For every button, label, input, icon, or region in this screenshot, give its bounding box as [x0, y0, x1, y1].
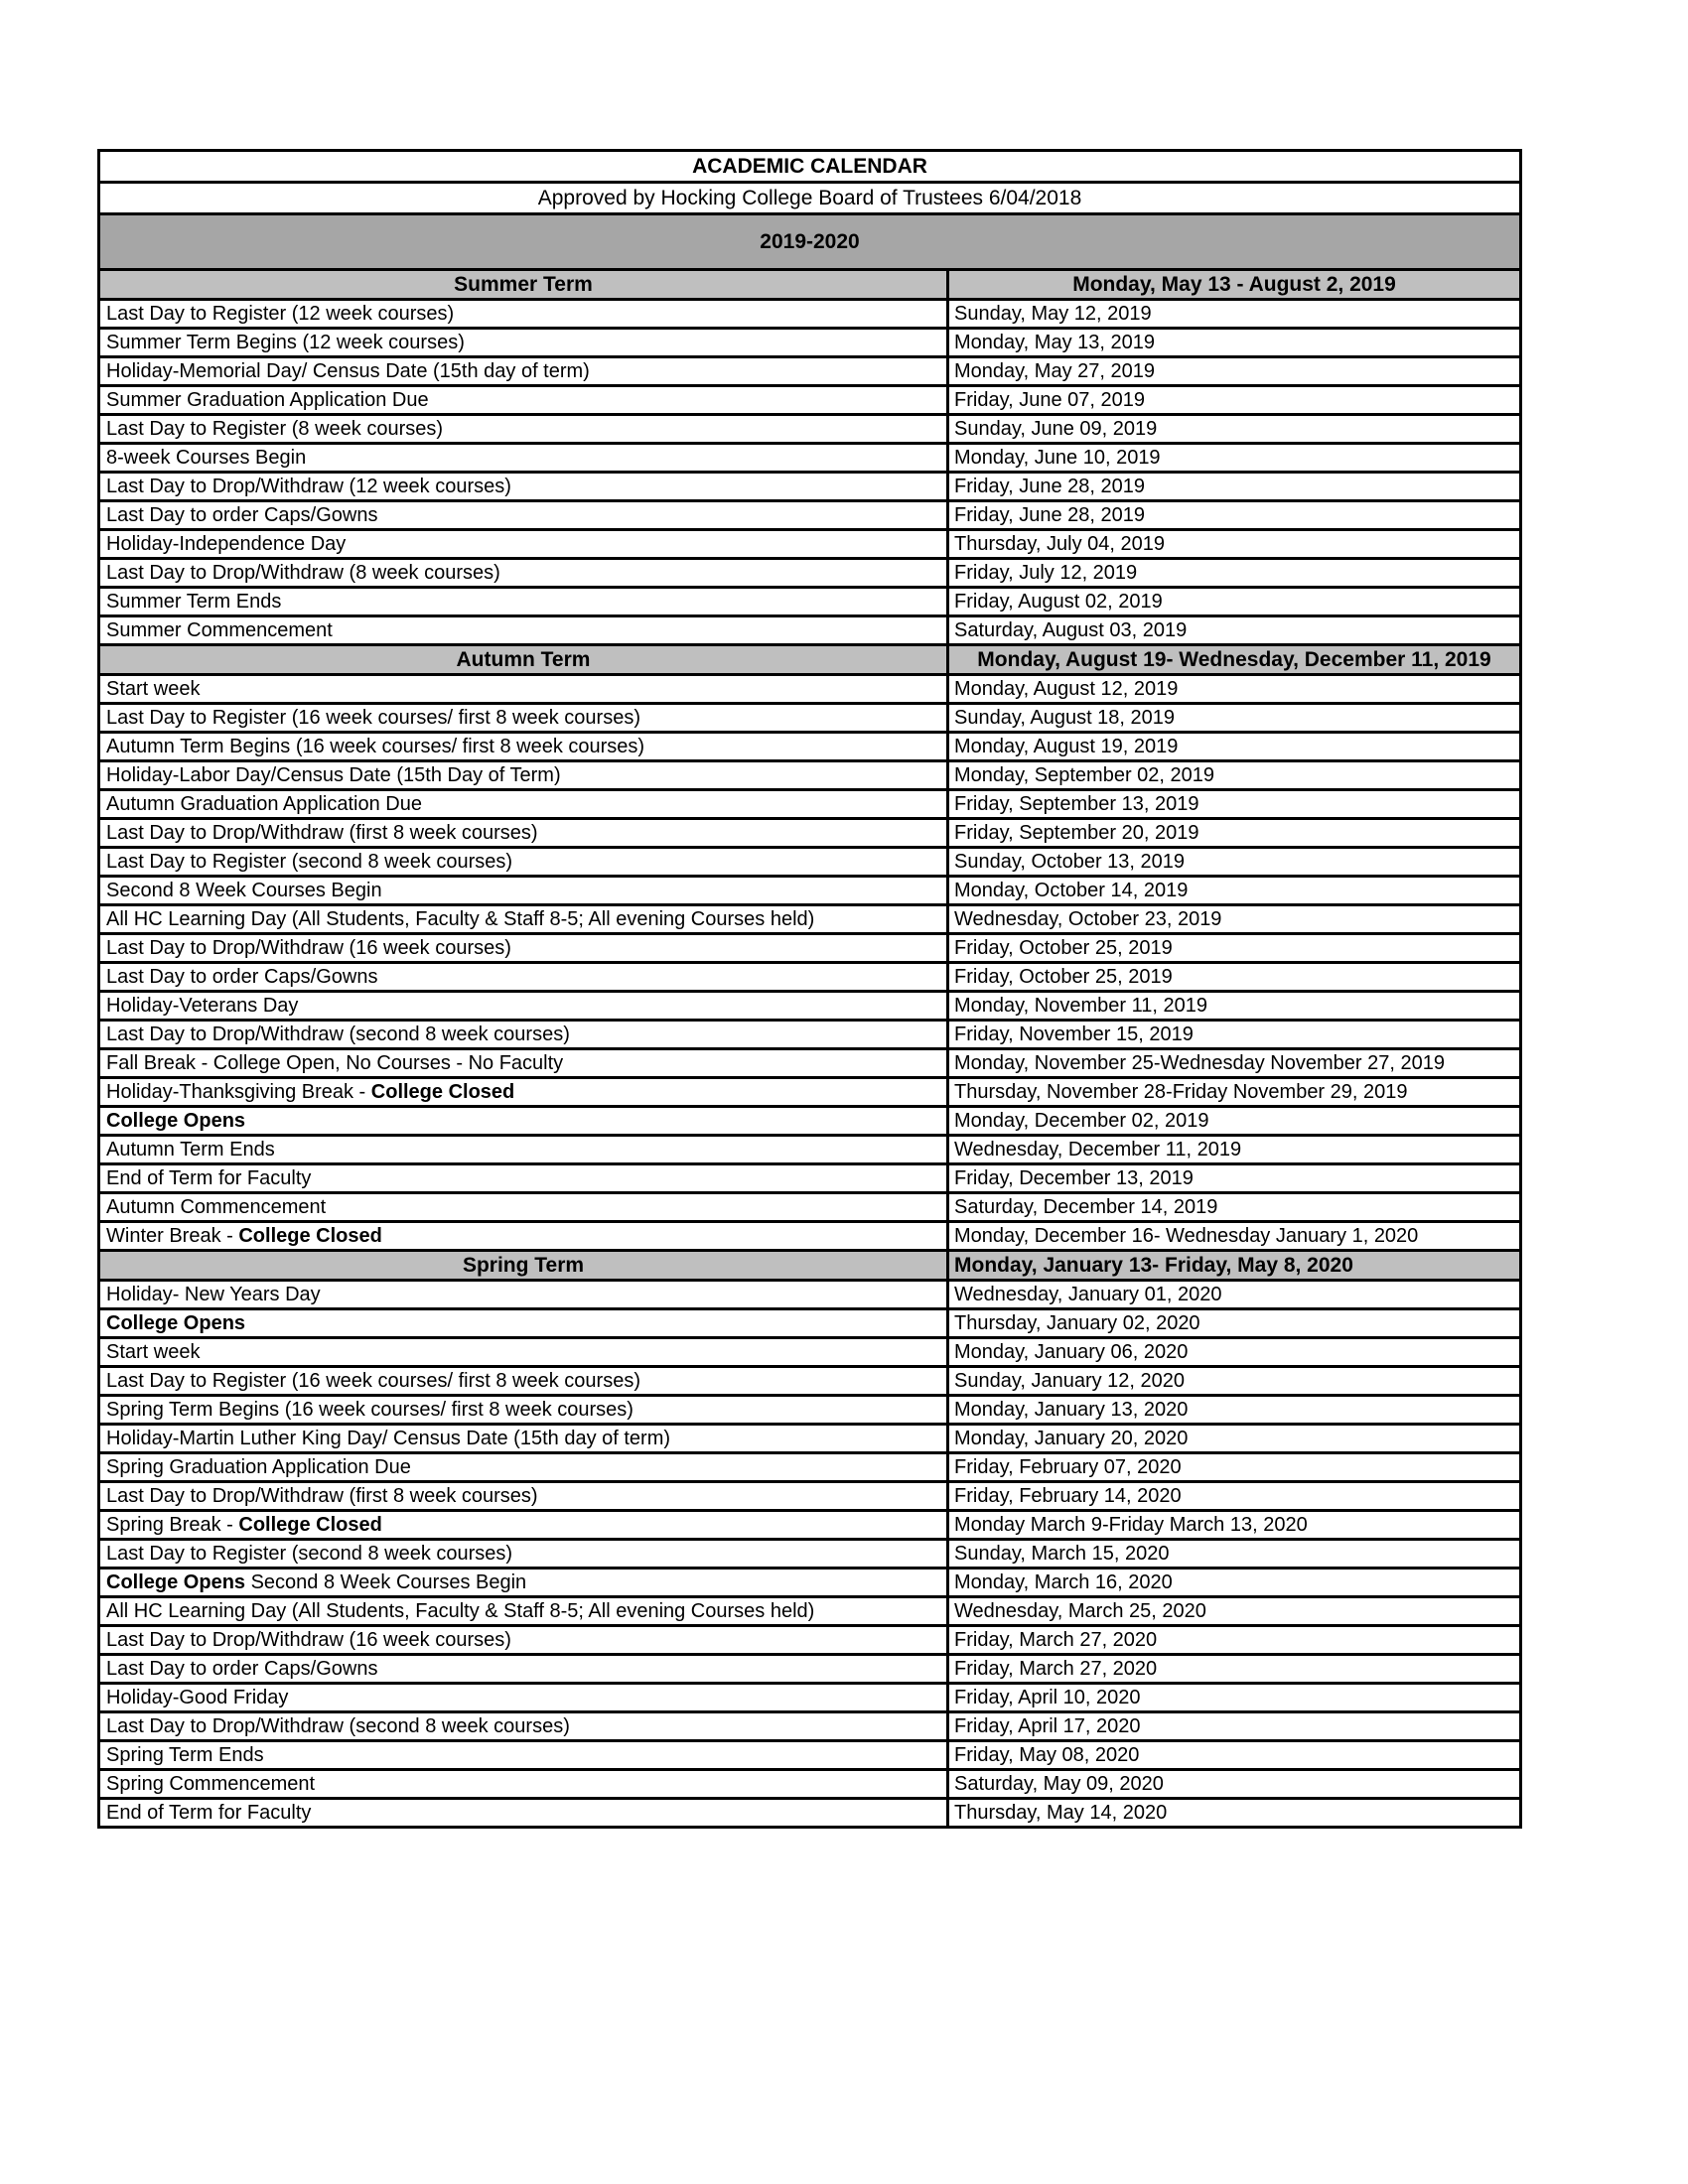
event-date-cell: Friday, February 14, 2020: [948, 1482, 1521, 1511]
event-label-segment: Holiday-Thanksgiving Break -: [106, 1080, 371, 1103]
event-date-cell: Saturday, May 09, 2020: [948, 1770, 1521, 1799]
event-label-cell: [99, 1193, 948, 1222]
calendar-title: ACADEMIC CALENDAR: [99, 151, 1521, 183]
event-row: [99, 1193, 1521, 1222]
event-label-segment: Last Day to Drop/Withdraw (second 8 week courses): [106, 1714, 570, 1737]
event-label-segment: Spring Graduation Application Due: [106, 1455, 411, 1478]
academic-year-label: 2019-2020: [99, 214, 1521, 270]
event-row: [99, 1511, 1521, 1540]
event-label-segment: End of Term for Faculty: [106, 1801, 312, 1824]
event-label-cell: [99, 1712, 948, 1741]
event-label-cell: [99, 501, 948, 530]
event-label-segment: Spring Commencement: [106, 1772, 316, 1795]
event-label-cell: [99, 934, 948, 963]
event-label-segment: Last Day to Drop/Withdraw (second 8 week courses): [106, 1023, 570, 1045]
event-date-cell: Monday, December 02, 2019: [948, 1107, 1521, 1136]
event-row: [99, 1164, 1521, 1193]
calendar-body: [99, 151, 1521, 1828]
event-label-segment: Spring Term Begins (16 week courses/ first 8 week courses): [106, 1398, 633, 1421]
event-label-bold-segment: College Closed: [238, 1513, 382, 1536]
event-label-segment: Last Day to Register (8 week courses): [106, 417, 444, 440]
event-label-cell: [99, 675, 948, 704]
event-row: [99, 1770, 1521, 1799]
event-row: [99, 329, 1521, 357]
event-label-cell: [99, 329, 948, 357]
event-row: [99, 415, 1521, 444]
event-row: [99, 934, 1521, 963]
event-label-cell: [99, 357, 948, 386]
event-date-cell: Friday, March 27, 2020: [948, 1626, 1521, 1655]
term-date-range-spring-term: Monday, January 13- Friday, May 8, 2020: [948, 1251, 1521, 1281]
event-label-cell: [99, 733, 948, 761]
event-label-segment: Holiday- New Years Day: [106, 1283, 321, 1305]
event-label-bold-segment: College Opens: [106, 1311, 246, 1334]
event-row: [99, 905, 1521, 934]
event-row: [99, 501, 1521, 530]
event-label-segment: Last Day to order Caps/Gowns: [106, 1657, 378, 1680]
event-row: [99, 790, 1521, 819]
event-row: [99, 848, 1521, 877]
event-row: [99, 1655, 1521, 1684]
event-label-cell: [99, 1511, 948, 1540]
event-label-segment: Holiday-Good Friday: [106, 1686, 289, 1708]
event-label-cell: [99, 588, 948, 616]
event-label-segment: Last Day to Drop/Withdraw (first 8 week courses): [106, 1484, 538, 1507]
event-row: [99, 1540, 1521, 1569]
event-label-cell: [99, 444, 948, 473]
event-label-cell: [99, 1136, 948, 1164]
event-label-bold-segment: College Opens: [106, 1570, 246, 1593]
event-row: [99, 1684, 1521, 1712]
event-label-segment: Autumn Term Begins (16 week courses/ first 8 week courses): [106, 735, 645, 757]
event-label-cell: [99, 473, 948, 501]
event-label-cell: [99, 1482, 948, 1511]
event-date-cell: Sunday, June 09, 2019: [948, 415, 1521, 444]
event-label-cell: [99, 300, 948, 329]
event-row: [99, 877, 1521, 905]
event-date-cell: Monday, October 14, 2019: [948, 877, 1521, 905]
event-date-cell: Friday, July 12, 2019: [948, 559, 1521, 588]
event-row: [99, 1569, 1521, 1597]
event-label-cell: [99, 1396, 948, 1425]
event-date-cell: Saturday, December 14, 2019: [948, 1193, 1521, 1222]
event-row: [99, 588, 1521, 616]
event-label-cell: [99, 963, 948, 992]
event-label-cell: [99, 1367, 948, 1396]
event-label-segment: Holiday-Independence Day: [106, 532, 347, 555]
event-label-cell: [99, 386, 948, 415]
event-date-cell: Wednesday, January 01, 2020: [948, 1281, 1521, 1309]
event-row: [99, 733, 1521, 761]
event-date-cell: Friday, February 07, 2020: [948, 1453, 1521, 1482]
event-label-cell: [99, 848, 948, 877]
term-name-autumn-term: Autumn Term: [99, 645, 948, 675]
event-label-cell: [99, 992, 948, 1021]
event-row: [99, 675, 1521, 704]
calendar-title-row: [99, 151, 1521, 183]
event-row: [99, 1078, 1521, 1107]
event-date-cell: Sunday, January 12, 2020: [948, 1367, 1521, 1396]
event-date-cell: Monday, June 10, 2019: [948, 444, 1521, 473]
event-date-cell: Friday, March 27, 2020: [948, 1655, 1521, 1684]
event-label-segment: Summer Term Ends: [106, 590, 282, 613]
event-row: [99, 761, 1521, 790]
event-label-segment: Start week: [106, 677, 201, 700]
event-label-cell: [99, 1655, 948, 1684]
event-label-segment: Second 8 Week Courses Begin: [106, 879, 382, 901]
event-date-cell: Monday, May 27, 2019: [948, 357, 1521, 386]
calendar-approval-note: Approved by Hocking College Board of Trustees 6/04/2018: [99, 183, 1521, 214]
event-row: [99, 1367, 1521, 1396]
event-date-cell: Monday, March 16, 2020: [948, 1569, 1521, 1597]
event-label-cell: [99, 1164, 948, 1193]
event-label-cell: [99, 530, 948, 559]
event-row: [99, 1396, 1521, 1425]
event-date-cell: Monday, September 02, 2019: [948, 761, 1521, 790]
event-row: [99, 616, 1521, 645]
event-row: [99, 1799, 1521, 1828]
event-label-cell: [99, 616, 948, 645]
event-date-cell: Sunday, October 13, 2019: [948, 848, 1521, 877]
event-label-cell: [99, 1453, 948, 1482]
event-label-cell: [99, 905, 948, 934]
event-label-segment: Last Day to Drop/Withdraw (12 week courses): [106, 475, 511, 497]
term-header-row-autumn-term: [99, 645, 1521, 675]
event-date-cell: Friday, May 08, 2020: [948, 1741, 1521, 1770]
event-date-cell: Wednesday, December 11, 2019: [948, 1136, 1521, 1164]
event-label-segment: Holiday-Memorial Day/ Census Date (15th day of term): [106, 359, 590, 382]
event-label-segment: Autumn Graduation Application Due: [106, 792, 422, 815]
event-label-cell: [99, 1597, 948, 1626]
event-date-cell: Monday, May 13, 2019: [948, 329, 1521, 357]
event-row: [99, 1712, 1521, 1741]
event-label-cell: [99, 1741, 948, 1770]
event-row: [99, 473, 1521, 501]
event-row: [99, 559, 1521, 588]
event-date-cell: Friday, September 13, 2019: [948, 790, 1521, 819]
event-date-cell: Monday, December 16- Wednesday January 1, 2020: [948, 1222, 1521, 1251]
term-date-range-summer-term: Monday, May 13 - August 2, 2019: [948, 270, 1521, 300]
event-date-cell: Friday, September 20, 2019: [948, 819, 1521, 848]
event-label-segment: Autumn Commencement: [106, 1195, 327, 1218]
term-name-spring-term: Spring Term: [99, 1251, 948, 1281]
event-label-segment: Last Day to Register (16 week courses/ first 8 week courses): [106, 706, 640, 729]
event-label-cell: [99, 1569, 948, 1597]
event-row: [99, 963, 1521, 992]
event-row: [99, 530, 1521, 559]
event-label-segment: Last Day to Drop/Withdraw (16 week courses): [106, 936, 511, 959]
event-row: [99, 992, 1521, 1021]
event-label-cell: [99, 1338, 948, 1367]
event-date-cell: Sunday, March 15, 2020: [948, 1540, 1521, 1569]
event-label-cell: [99, 1281, 948, 1309]
calendar-subtitle-row: [99, 183, 1521, 214]
event-label-segment: Holiday-Labor Day/Census Date (15th Day of Term): [106, 763, 561, 786]
event-row: [99, 819, 1521, 848]
event-label-bold-segment: College Closed: [238, 1224, 382, 1247]
event-date-cell: Friday, June 28, 2019: [948, 473, 1521, 501]
event-label-cell: [99, 1425, 948, 1453]
event-label-segment: Winter Break -: [106, 1224, 239, 1247]
event-label-cell: [99, 1684, 948, 1712]
event-label-segment: Last Day to Register (16 week courses/ first 8 week courses): [106, 1369, 640, 1392]
event-row: [99, 1107, 1521, 1136]
event-date-cell: Monday, November 11, 2019: [948, 992, 1521, 1021]
event-date-cell: Thursday, January 02, 2020: [948, 1309, 1521, 1338]
event-row: [99, 1136, 1521, 1164]
event-row: [99, 1597, 1521, 1626]
event-label-segment: Spring Break -: [106, 1513, 239, 1536]
event-row: [99, 1222, 1521, 1251]
event-label-cell: [99, 1078, 948, 1107]
event-date-cell: Monday, August 12, 2019: [948, 675, 1521, 704]
event-label-segment: Summer Commencement: [106, 618, 333, 641]
event-row: [99, 386, 1521, 415]
event-row: [99, 1482, 1521, 1511]
event-date-cell: Wednesday, October 23, 2019: [948, 905, 1521, 934]
event-row: [99, 300, 1521, 329]
event-label-segment: All HC Learning Day (All Students, Faculty & Staff 8-5; All evening Courses held): [106, 1599, 815, 1622]
event-label-cell: [99, 1107, 948, 1136]
event-date-cell: Friday, June 07, 2019: [948, 386, 1521, 415]
event-date-cell: Wednesday, March 25, 2020: [948, 1597, 1521, 1626]
event-row: [99, 1049, 1521, 1078]
event-label-cell: [99, 1799, 948, 1828]
event-label-cell: [99, 877, 948, 905]
term-name-summer-term: Summer Term: [99, 270, 948, 300]
academic-calendar-table: [97, 149, 1522, 1829]
event-date-cell: Friday, April 17, 2020: [948, 1712, 1521, 1741]
event-date-cell: Sunday, August 18, 2019: [948, 704, 1521, 733]
event-date-cell: Friday, August 02, 2019: [948, 588, 1521, 616]
event-label-segment: Second 8 Week Courses Begin: [245, 1570, 527, 1593]
event-label-segment: Last Day to Register (second 8 week courses): [106, 850, 513, 873]
event-label-segment: Last Day to Drop/Withdraw (first 8 week courses): [106, 821, 538, 844]
event-label-cell: [99, 1021, 948, 1049]
event-label-segment: Last Day to Register (second 8 week courses): [106, 1542, 513, 1565]
event-date-cell: Monday, January 20, 2020: [948, 1425, 1521, 1453]
term-header-row-summer-term: [99, 270, 1521, 300]
event-label-cell: [99, 704, 948, 733]
event-row: [99, 1453, 1521, 1482]
event-label-segment: Last Day to Drop/Withdraw (8 week courses): [106, 561, 500, 584]
event-row: [99, 1626, 1521, 1655]
event-date-cell: Friday, December 13, 2019: [948, 1164, 1521, 1193]
event-date-cell: Thursday, July 04, 2019: [948, 530, 1521, 559]
event-label-segment: All HC Learning Day (All Students, Faculty & Staff 8-5; All evening Courses held): [106, 907, 815, 930]
event-label-segment: Fall Break - College Open, No Courses - No Faculty: [106, 1051, 564, 1074]
event-row: [99, 1281, 1521, 1309]
event-label-segment: Start week: [106, 1340, 201, 1363]
event-label-segment: Holiday-Martin Luther King Day/ Census Date (15th day of term): [106, 1427, 671, 1449]
event-label-segment: Holiday-Veterans Day: [106, 994, 299, 1017]
event-date-cell: Friday, June 28, 2019: [948, 501, 1521, 530]
event-date-cell: Monday, January 13, 2020: [948, 1396, 1521, 1425]
event-label-cell: [99, 1770, 948, 1799]
term-header-row-spring-term: [99, 1251, 1521, 1281]
term-date-range-autumn-term: Monday, August 19- Wednesday, December 11, 2019: [948, 645, 1521, 675]
event-date-cell: Thursday, November 28-Friday November 29, 2019: [948, 1078, 1521, 1107]
event-date-cell: Monday March 9-Friday March 13, 2020: [948, 1511, 1521, 1540]
event-label-cell: [99, 1049, 948, 1078]
event-label-cell: [99, 415, 948, 444]
event-date-cell: Sunday, May 12, 2019: [948, 300, 1521, 329]
event-label-cell: [99, 1222, 948, 1251]
event-date-cell: Monday, November 25-Wednesday November 27, 2019: [948, 1049, 1521, 1078]
event-label-segment: Spring Term Ends: [106, 1743, 264, 1766]
event-label-cell: [99, 1626, 948, 1655]
event-label-segment: Last Day to Register (12 week courses): [106, 302, 455, 325]
event-label-bold-segment: College Opens: [106, 1109, 246, 1132]
event-label-segment: Last Day to order Caps/Gowns: [106, 965, 378, 988]
event-label-cell: [99, 1540, 948, 1569]
event-label-segment: Summer Graduation Application Due: [106, 388, 429, 411]
event-label-cell: [99, 790, 948, 819]
event-label-cell: [99, 819, 948, 848]
event-date-cell: Saturday, August 03, 2019: [948, 616, 1521, 645]
event-label-cell: [99, 559, 948, 588]
event-label-segment: Last Day to order Caps/Gowns: [106, 503, 378, 526]
event-label-segment: Autumn Term Ends: [106, 1138, 275, 1160]
event-label-cell: [99, 761, 948, 790]
event-date-cell: Friday, October 25, 2019: [948, 963, 1521, 992]
event-row: [99, 1309, 1521, 1338]
event-label-segment: End of Term for Faculty: [106, 1166, 312, 1189]
event-row: [99, 1741, 1521, 1770]
academic-year-row: [99, 214, 1521, 270]
event-row: [99, 1338, 1521, 1367]
event-label-cell: [99, 1309, 948, 1338]
event-label-segment: 8-week Courses Begin: [106, 446, 307, 469]
event-date-cell: Monday, August 19, 2019: [948, 733, 1521, 761]
event-label-segment: Last Day to Drop/Withdraw (16 week courses): [106, 1628, 511, 1651]
event-date-cell: Friday, November 15, 2019: [948, 1021, 1521, 1049]
event-date-cell: Friday, October 25, 2019: [948, 934, 1521, 963]
event-row: [99, 357, 1521, 386]
event-date-cell: Friday, April 10, 2020: [948, 1684, 1521, 1712]
event-row: [99, 1021, 1521, 1049]
event-row: [99, 704, 1521, 733]
event-label-segment: Summer Term Begins (12 week courses): [106, 331, 465, 353]
event-row: [99, 1425, 1521, 1453]
event-date-cell: Monday, January 06, 2020: [948, 1338, 1521, 1367]
event-date-cell: Thursday, May 14, 2020: [948, 1799, 1521, 1828]
event-label-bold-segment: College Closed: [370, 1080, 515, 1103]
event-row: [99, 444, 1521, 473]
